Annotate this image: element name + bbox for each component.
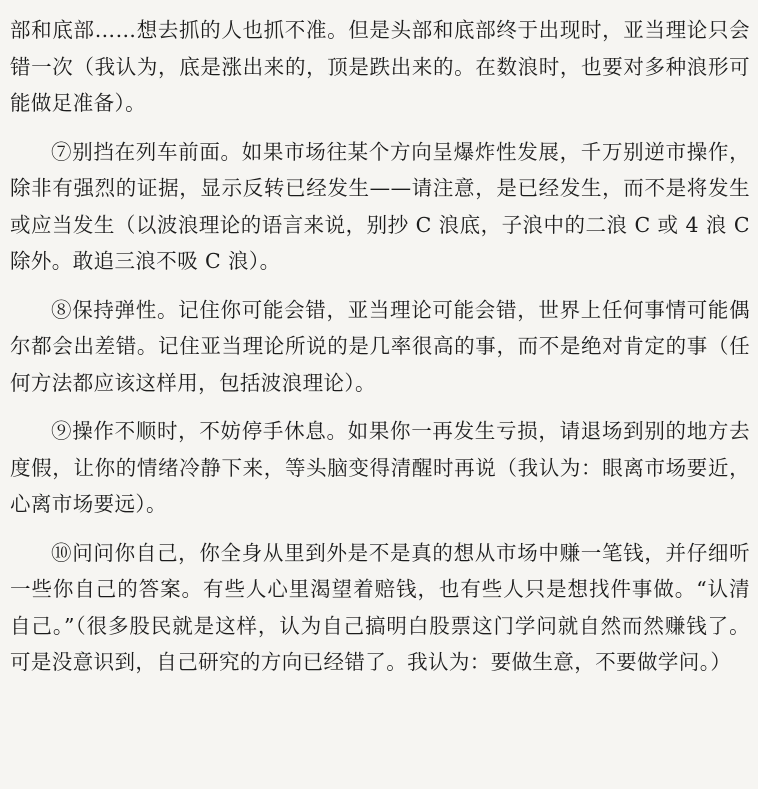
paragraph-rule-10: ⑩问问你自己，你全身从里到外是不是真的想从市场中赚一笔钱，并仔细听一些你自己的答案。有些人心里渴望着赔钱，也有些人只是想找件事做。“认清自己。”（很多股民就是这样，认为自己搞明白股票这门学问就自然而然赚钱了。可是没意识到，自己研究的方向已经错了。我认为：要做生意，不要做学问。） (10, 540, 750, 674)
paragraph-rule-7: ⑦别挡在列车前面。如果市场往某个方向呈爆炸性发展，千万别逆市操作，除非有强烈的证据，显示反转已经发生——请注意，是已经发生，而不是将发生或应当发生（以波浪理论的语言来说，别抄 C 浪底，子浪中的二浪 C 或 4 浪 C 除外。敢追三浪不吸 C 浪）。 (10, 139, 750, 273)
paragraph-rule-9: ⑨操作不顺时，不妨停手休息。如果你一再发生亏损，请退场到别的地方去度假，让你的情绪冷静下来，等头脑变得清醒时再说（我认为：眼离市场要近，心离市场要远）。 (10, 419, 750, 516)
paragraph-rule-8: ⑧保持弹性。记住你可能会错，亚当理论可能会错，世界上任何事情可能偶尔都会出差错。记住亚当理论所说的是几率很高的事，而不是绝对肯定的事（任何方法都应该这样用，包括波浪理论）。 (10, 297, 750, 395)
paragraph-continuation: 部和底部……想去抓的人也抓不准。但是头部和底部终于出现时，亚当理论只会错一次（我认为，底是涨出来的，顶是跌出来的。在数浪时，也要对多种浪形可能做足准备）。 (10, 18, 750, 115)
